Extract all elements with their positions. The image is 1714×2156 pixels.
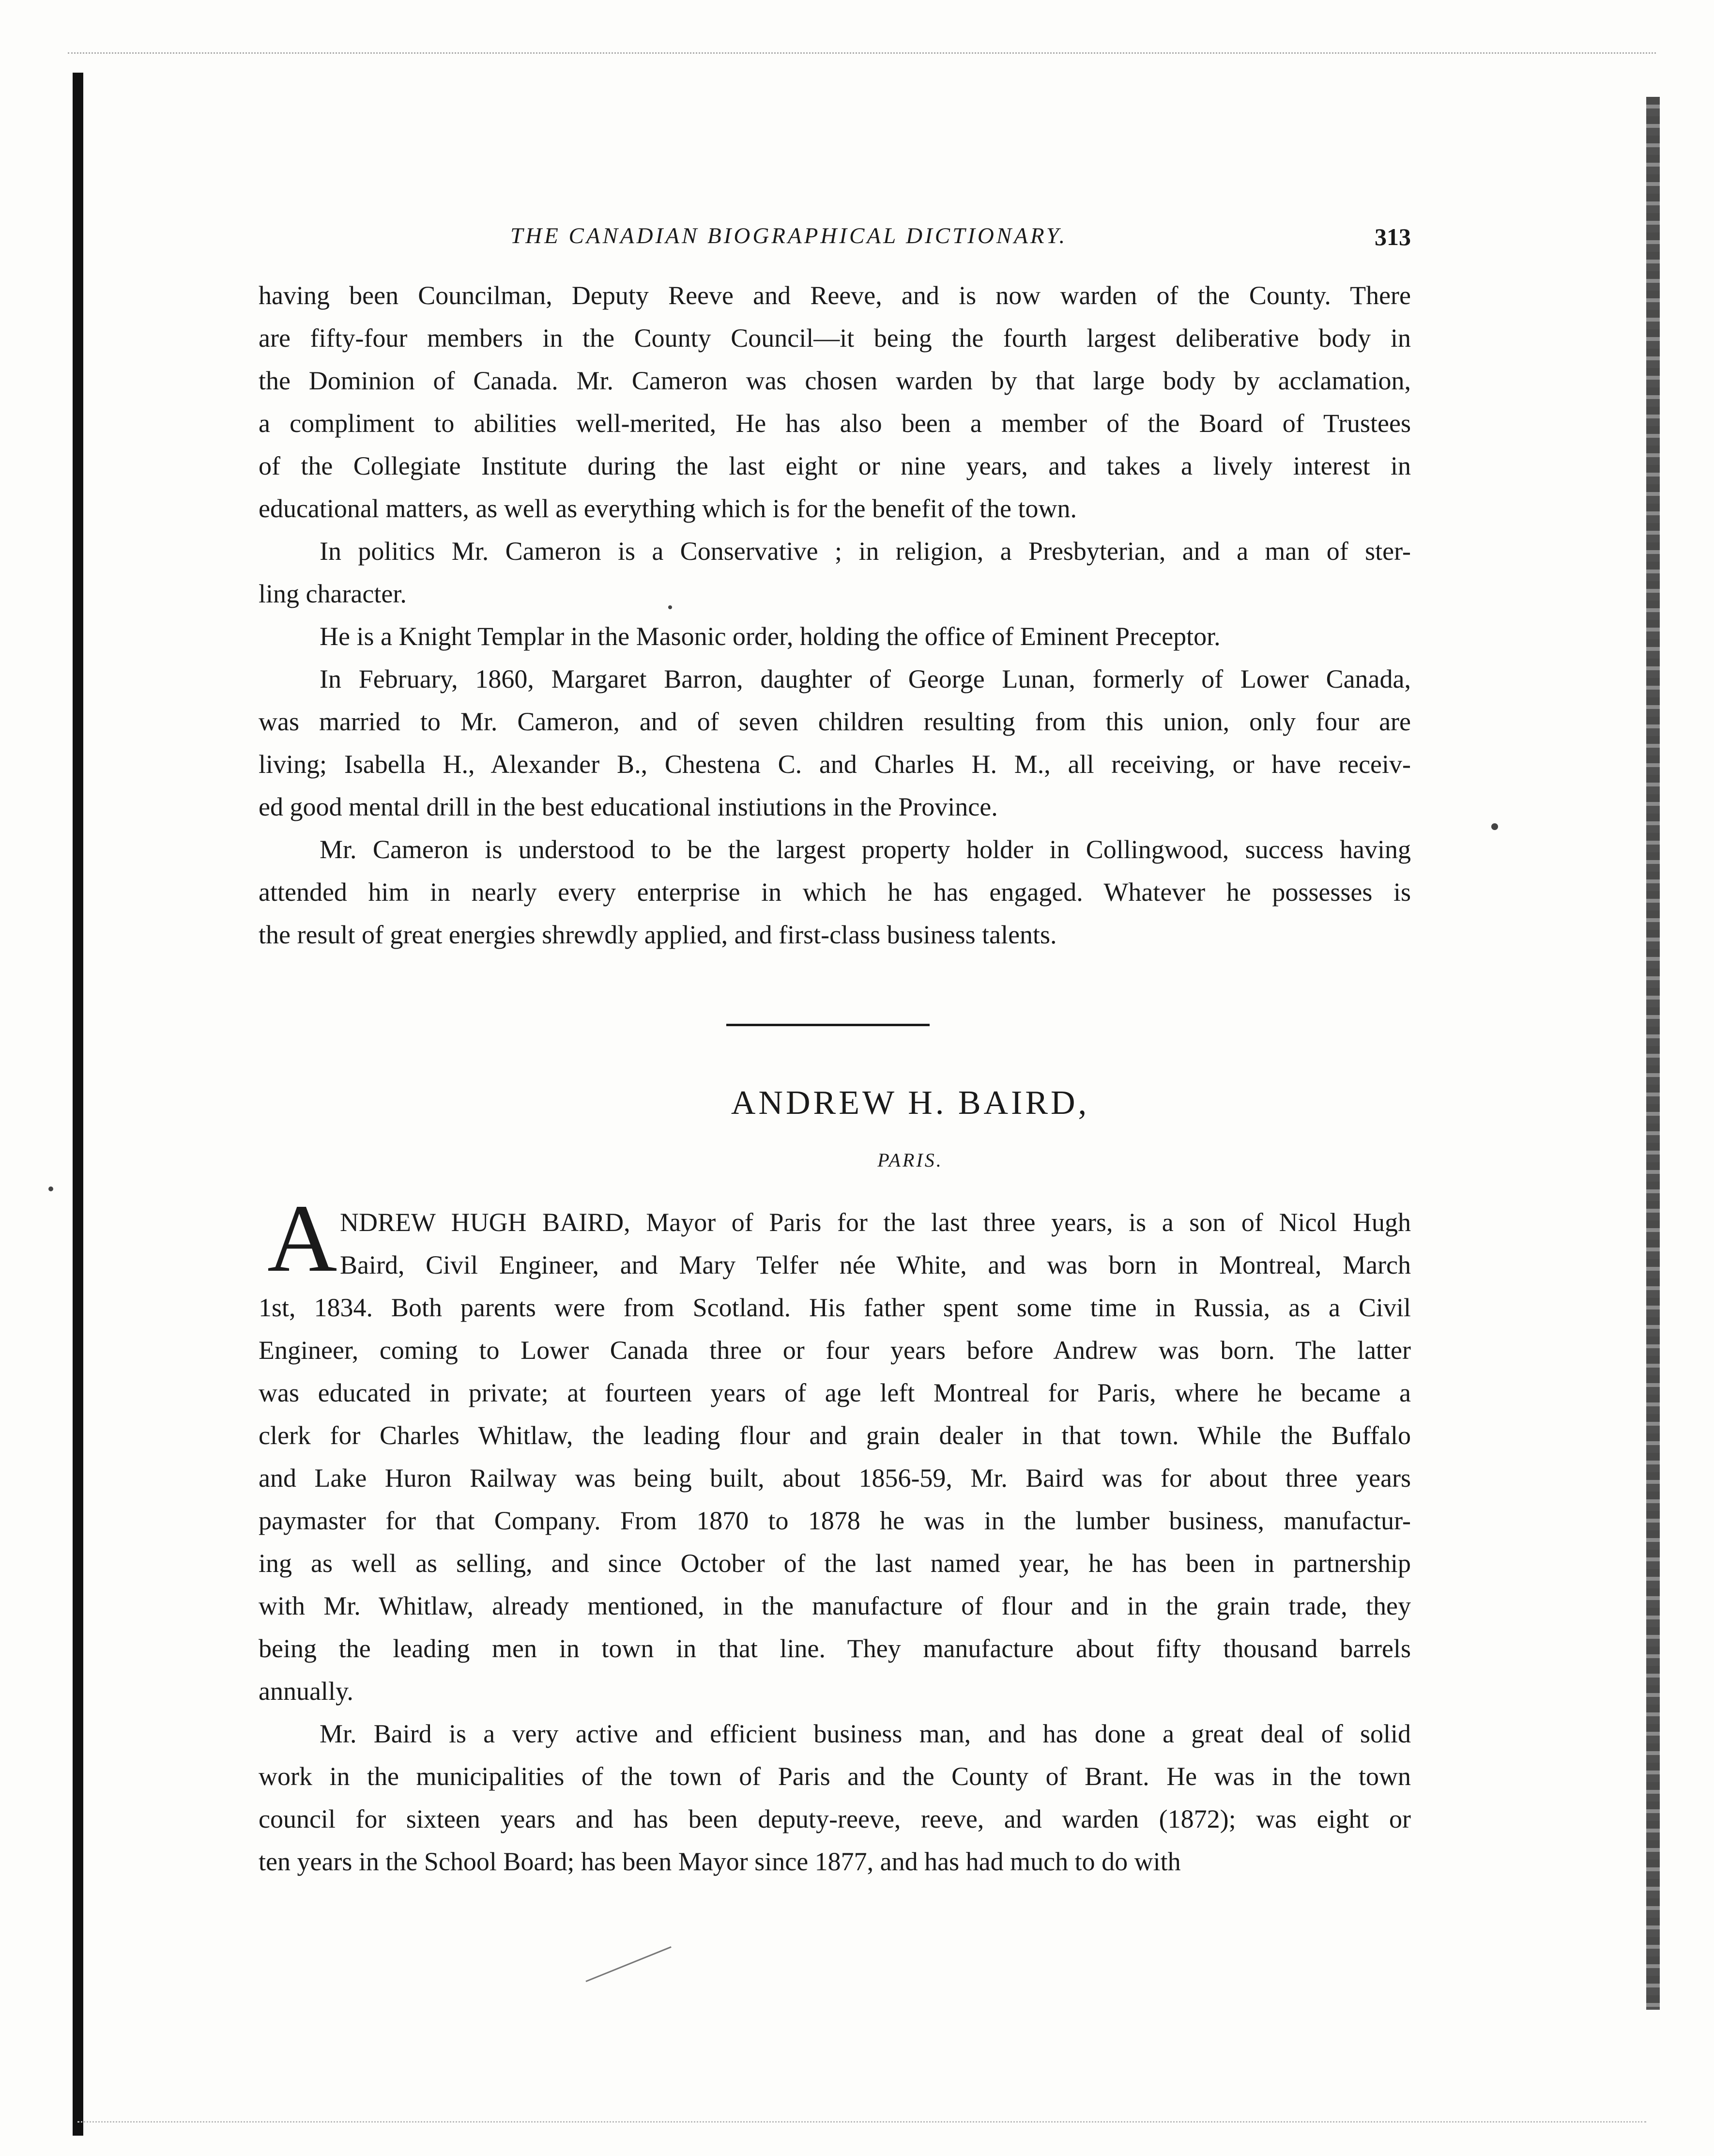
text-line: In politics Mr. Cameron is a Conservative ; in religion, a Presbyterian, and a man of ster-: [320, 537, 1411, 566]
text-line: and Lake Huron Railway was being built, about 1856-59, Mr. Baird was for about three years: [259, 1463, 1411, 1493]
text-line: council for sixteen years and has been deputy-reeve, reeve, and warden (1872); was eight or: [259, 1804, 1411, 1833]
text-line: living; Isabella H., Alexander B., Chestena C. and Charles H. M., all receiving, or have receiv-: [259, 750, 1411, 779]
text-line: being the leading men in town in that line. They manufacture about fifty thousand barrels: [259, 1634, 1411, 1663]
paragraph: [259, 274, 1411, 530]
paragraph: [259, 530, 1411, 615]
paragraph: [259, 828, 1411, 956]
continued-biography: [259, 274, 1411, 956]
text-line: NDREW HUGH BAIRD, Mayor of Paris for the last three years, is a son of Nicol Hugh: [340, 1208, 1411, 1237]
text-line: attended him in nearly every enterprise in which he has engaged. Whatever he possesses is: [259, 878, 1411, 907]
running-title: THE CANADIAN BIOGRAPHICAL DICTIONARY.: [510, 223, 1068, 248]
page-top-edge: [68, 52, 1656, 55]
page-right-edge: [1646, 97, 1660, 2010]
biography-title: ANDREW H. BAIRD,: [731, 1084, 1090, 1122]
text-line: Baird, Civil Engineer, and Mary Telfer née White, and was born in Montreal, March: [340, 1250, 1411, 1279]
text-line: was married to Mr. Cameron, and of seven children resulting from this union, only four are: [259, 707, 1411, 736]
paragraph: [259, 615, 1411, 658]
drop-cap: A: [267, 1185, 337, 1292]
text-line: Engineer, coming to Lower Canada three or four years before Andrew was born. The latter: [259, 1336, 1411, 1365]
section-divider: [726, 1024, 930, 1026]
text-line: Mr. Cameron is understood to be the largest property holder in Collingwood, success having: [320, 835, 1411, 864]
text-line: Mr. Baird is a very active and efficient business man, and has done a great deal of solid: [320, 1719, 1411, 1748]
scan-speck: [48, 1186, 53, 1191]
page-number: 313: [1375, 223, 1411, 250]
baird-biography: [259, 1201, 1411, 1883]
text-line: ling character.: [259, 579, 407, 608]
text-line: He is a Knight Templar in the Masonic order, holding the office of Eminent Preceptor.: [320, 622, 1221, 651]
text-line: work in the municipalities of the town of Paris and the County of Brant. He was in the town: [259, 1762, 1411, 1791]
running-header: [259, 223, 1411, 262]
text-line: annually.: [259, 1677, 353, 1706]
text-line: ing as well as selling, and since October of the last named year, he has been in partnership: [259, 1549, 1411, 1578]
text-line: having been Councilman, Deputy Reeve and Reeve, and is now warden of the County. There: [259, 281, 1411, 310]
text-line: ten years in the School Board; has been Mayor since 1877, and has had much to do with: [259, 1847, 1181, 1876]
text-line: 1st, 1834. Both parents were from Scotland. His father spent some time in Russia, as a Civil: [259, 1293, 1411, 1322]
text-line: educational matters, as well as everything which is for the benefit of the town.: [259, 494, 1077, 523]
text-line: the result of great energies shrewdly applied, and first-class business talents.: [259, 920, 1057, 949]
text-line: ed good mental drill in the best educational instiutions in the Province.: [259, 792, 998, 821]
text-line: with Mr. Whitlaw, already mentioned, in the manufacture of flour and in the grain trade, they: [259, 1591, 1411, 1620]
text-line: of the Collegiate Institute during the last eight or nine years, and takes a lively interest in: [259, 451, 1411, 480]
paragraph: [259, 658, 1411, 828]
text-line: clerk for Charles Whitlaw, the leading flour and grain dealer in that town. While the Buffalo: [259, 1421, 1411, 1450]
paragraph: [259, 1201, 1411, 1712]
scan-speck: [1491, 823, 1498, 830]
page-bottom-edge: [77, 2121, 1646, 2124]
text-line: In February, 1860, Margaret Barron, daughter of George Lunan, formerly of Lower Canada,: [320, 664, 1411, 693]
biography-place: PARIS.: [877, 1149, 943, 1171]
text-line: are fifty-four members in the County Council—it being the fourth largest deliberative body in: [259, 323, 1411, 353]
pencil-mark: [585, 1946, 671, 1982]
text-line: a compliment to abilities well-merited, He has also been a member of the Board of Trustees: [259, 409, 1411, 438]
paragraph: [259, 1712, 1411, 1883]
text-line: was educated in private; at fourteen years of age left Montreal for Paris, where he became a: [259, 1378, 1411, 1407]
text-line: the Dominion of Canada. Mr. Cameron was chosen warden by that large body by acclamation,: [259, 366, 1411, 395]
text-line: paymaster for that Company. From 1870 to 1878 he was in the lumber business, manufactur-: [259, 1506, 1411, 1535]
